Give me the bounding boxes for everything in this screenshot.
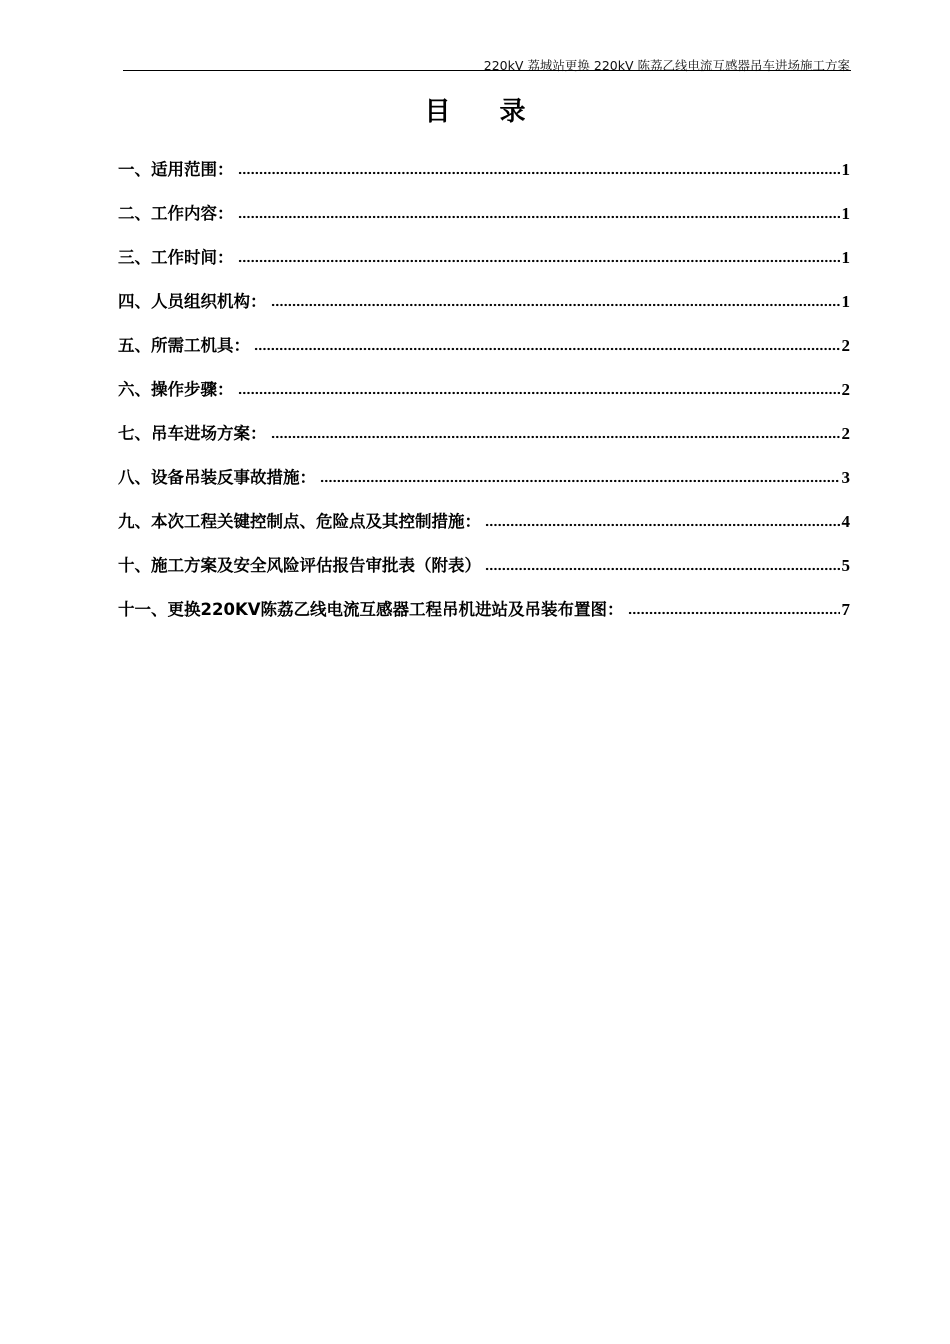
dot-leader <box>238 259 840 263</box>
toc-page-number: 5 <box>841 556 850 575</box>
dot-leader <box>271 435 840 439</box>
toc-title: 目 录 <box>424 97 546 127</box>
toc-page-number: 7 <box>841 600 850 619</box>
dot-leader <box>271 303 840 307</box>
toc-page-number: 1 <box>841 292 850 311</box>
toc-entry-3[interactable] <box>118 244 850 288</box>
toc-entry-5[interactable] <box>118 332 850 376</box>
toc-entry-4[interactable] <box>118 288 850 332</box>
toc-entry-label: 八、设备吊装反事故措施： <box>118 468 316 487</box>
toc-page-number: 4 <box>841 512 850 531</box>
toc-entry-label: 四、人员组织机构： <box>118 292 267 311</box>
toc-entry-2[interactable] <box>118 200 850 244</box>
toc-entry-9[interactable] <box>118 508 850 552</box>
table-of-contents <box>118 156 850 640</box>
toc-entry-label: 十一、更换220KV陈荔乙线电流互感器工程吊机进站及吊装布置图： <box>118 600 624 619</box>
dot-leader <box>320 479 840 483</box>
dot-leader <box>238 171 840 175</box>
toc-page-number: 1 <box>841 204 850 223</box>
toc-page-number: 1 <box>841 248 850 267</box>
toc-entry-7[interactable] <box>118 420 850 464</box>
toc-entry-label: 十、施工方案及安全风险评估报告审批表（附表） <box>118 556 481 575</box>
toc-entry-10[interactable] <box>118 552 850 596</box>
toc-page-number: 2 <box>841 424 850 443</box>
dot-leader <box>254 347 840 351</box>
toc-entry-8[interactable] <box>118 464 850 508</box>
dot-leader <box>238 391 840 395</box>
dot-leader <box>485 567 840 571</box>
toc-entry-label: 二、工作内容： <box>118 204 234 223</box>
toc-page-number: 1 <box>841 160 850 179</box>
toc-entry-label: 六、操作步骤： <box>118 380 234 399</box>
dot-leader <box>628 611 840 615</box>
toc-page-number: 3 <box>841 468 850 487</box>
toc-page-number: 2 <box>841 336 850 355</box>
toc-entry-label: 九、本次工程关键控制点、危险点及其控制措施： <box>118 512 481 531</box>
dot-leader <box>238 215 840 219</box>
toc-entry-label: 三、工作时间： <box>118 248 234 267</box>
running-header: 220kV 荔城站更换 220kV 陈荔乙线电流互感器吊车进场施工方案 <box>483 58 850 73</box>
toc-entry-11[interactable] <box>118 596 850 640</box>
dot-leader <box>485 523 840 527</box>
toc-entry-6[interactable] <box>118 376 850 420</box>
header-rule <box>123 70 851 71</box>
toc-entry-label: 五、所需工机具： <box>118 336 250 355</box>
toc-entry-label: 一、适用范围： <box>118 160 234 179</box>
toc-page-number: 2 <box>841 380 850 399</box>
toc-entry-1[interactable] <box>118 156 850 200</box>
toc-entry-label: 七、吊车进场方案： <box>118 424 267 443</box>
